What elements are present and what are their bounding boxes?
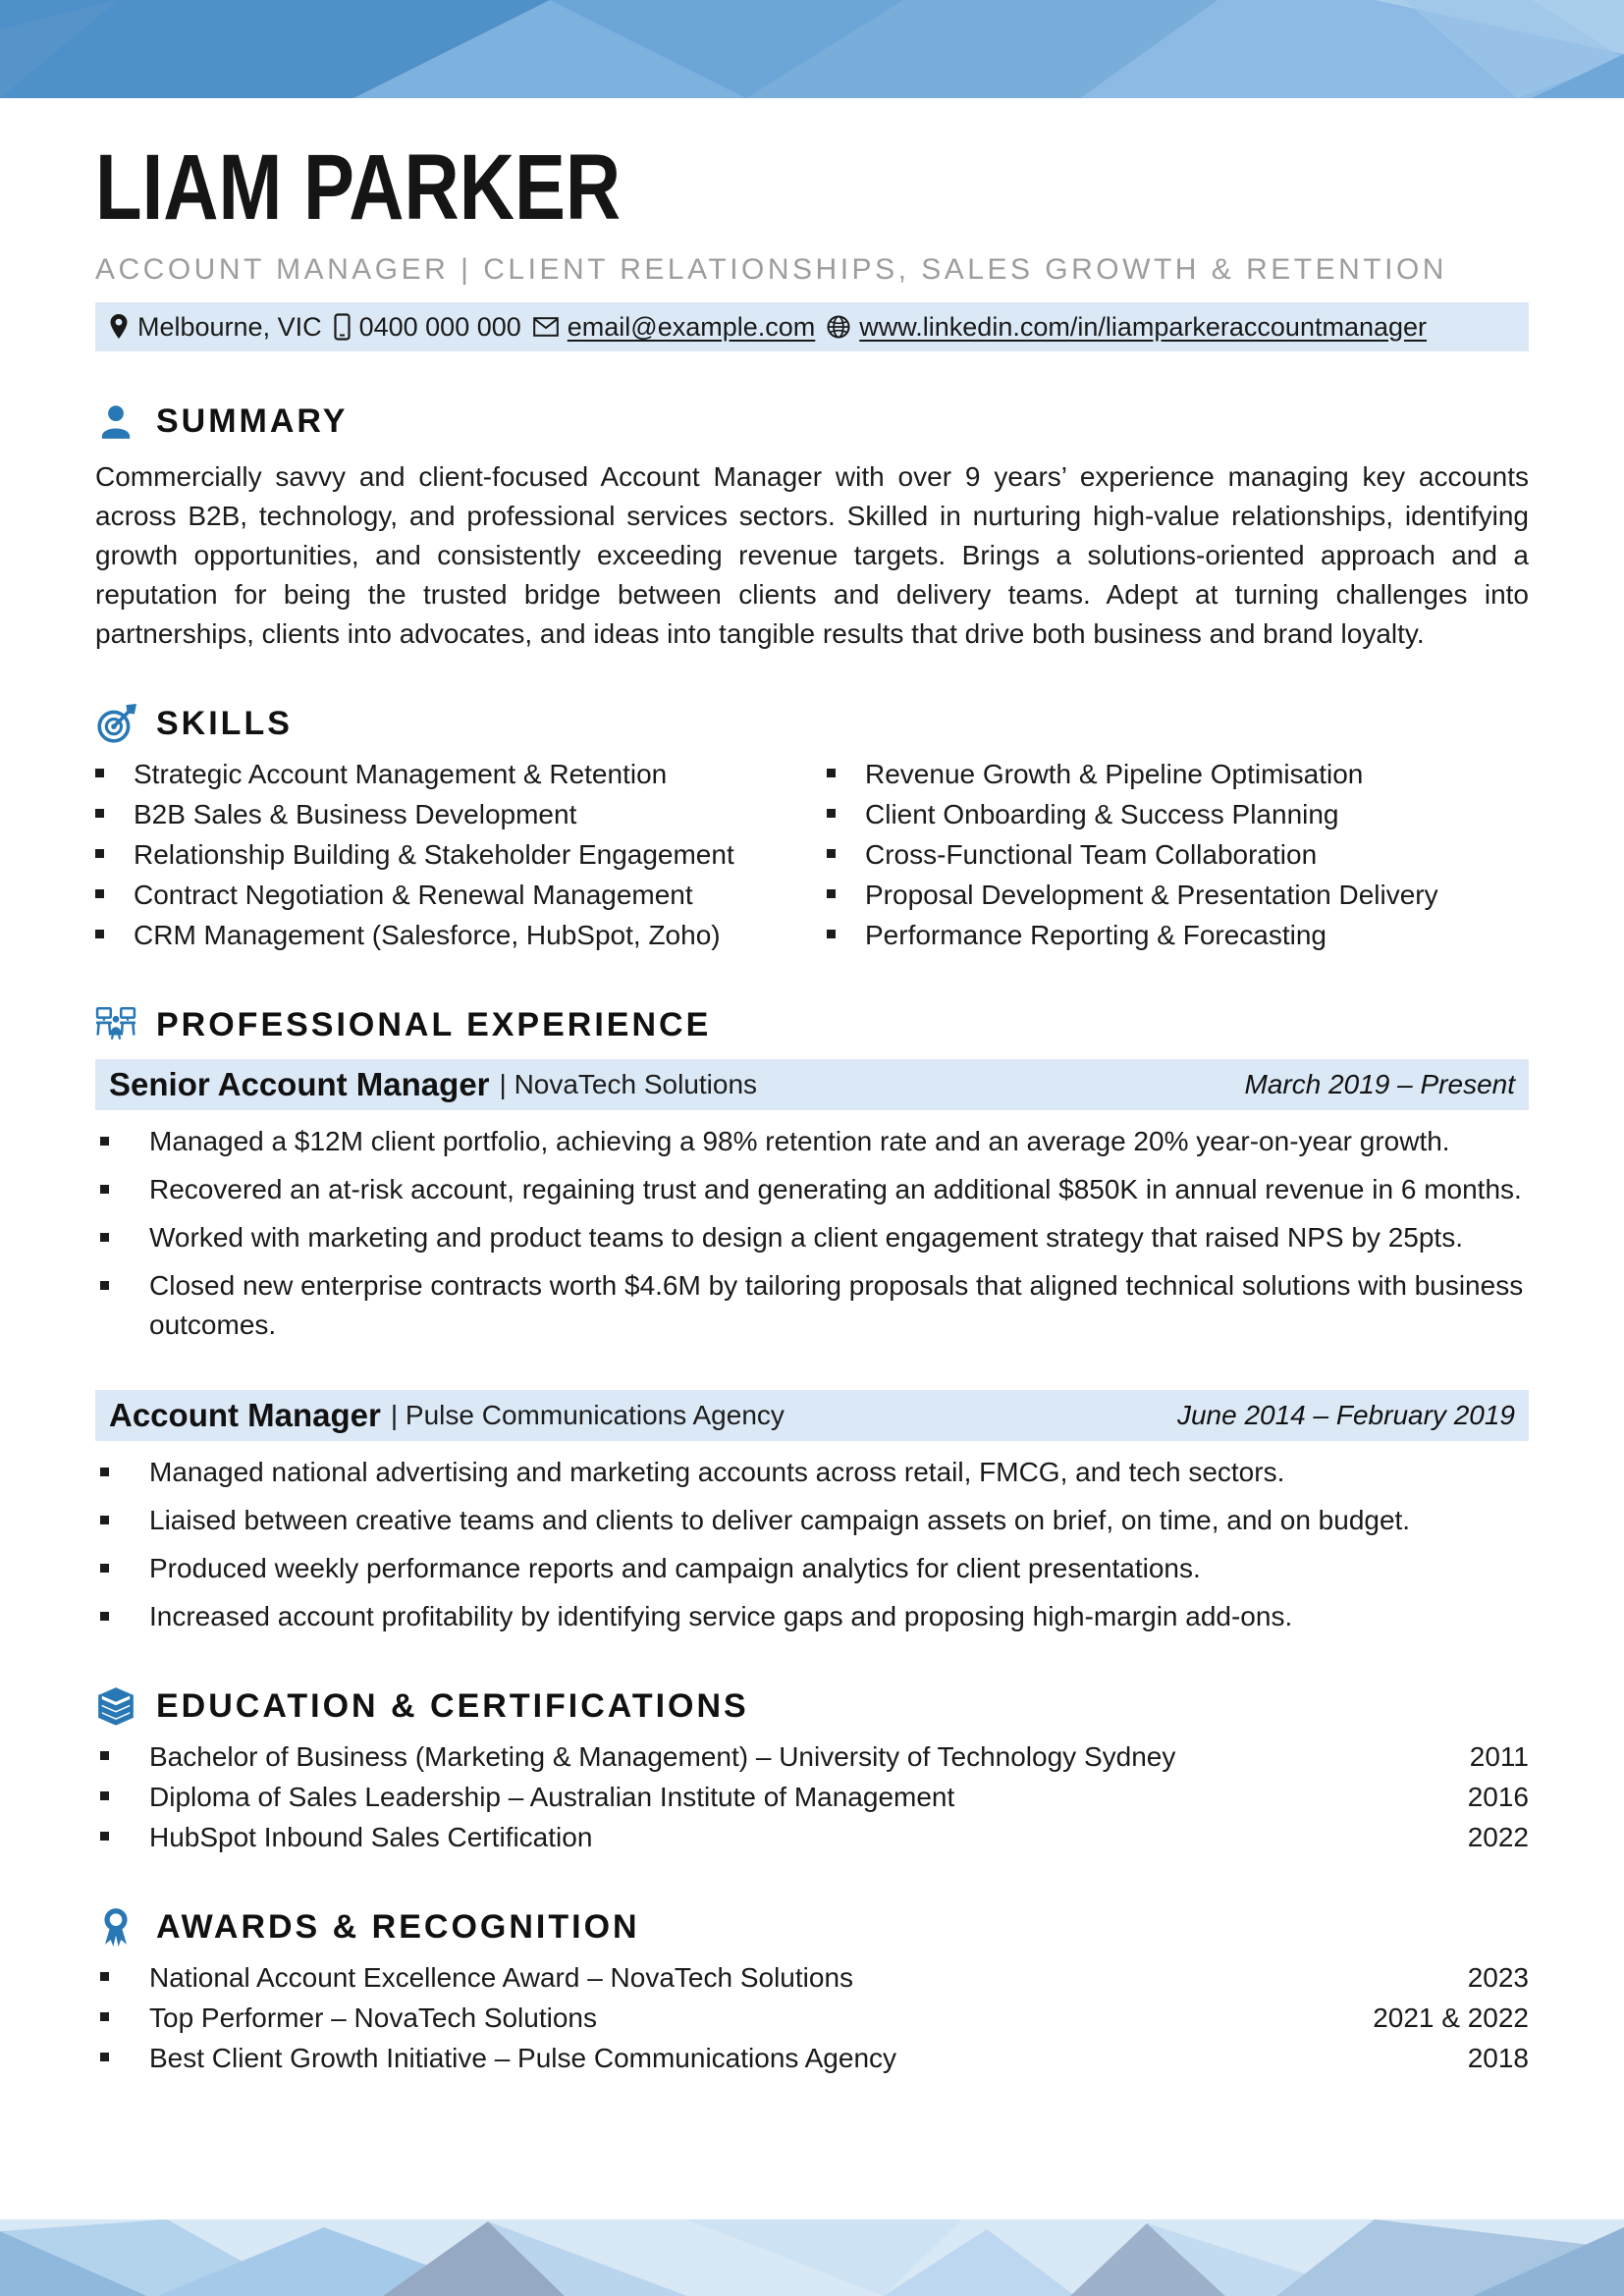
education-text: Bachelor of Business (Marketing & Management) – University of Technology Sydney: [149, 1741, 1176, 1772]
bullet-square-icon: [100, 1972, 109, 1981]
award-text: National Account Excellence Award – NovaTech Solutions: [149, 1962, 854, 1993]
bullet-square-icon: [100, 1281, 109, 1290]
skill-label: Proposal Development & Presentation Delivery: [865, 880, 1438, 910]
skill-item: [95, 915, 797, 955]
skill-item: [95, 754, 797, 794]
bullet-square-icon: [100, 1751, 109, 1760]
skill-label: Revenue Growth & Pipeline Optimisation: [865, 759, 1364, 789]
contact-email: [533, 312, 816, 343]
bullet-square-icon: [95, 930, 104, 938]
books-stack-icon: [95, 1685, 136, 1727]
bullet-square-icon: [95, 809, 104, 818]
skills-grid: [95, 754, 1529, 955]
job-bullet-list: [95, 1453, 1529, 1636]
awards-header: [95, 1906, 1529, 1948]
job-bullet: [95, 1266, 1529, 1345]
bullet-square-icon: [827, 889, 836, 898]
skills-column-left: [95, 754, 797, 955]
skills-header: [95, 703, 1529, 744]
job-account-manager: [95, 1390, 1529, 1636]
job-title-bar: [95, 1059, 1529, 1110]
job-bullet-text: Liaised between creative teams and clients to deliver campaign assets on brief, on time, and on budget.: [149, 1505, 1411, 1535]
mobile-phone-icon: [334, 313, 351, 341]
target-icon: [95, 703, 136, 744]
job-bullet-text: Produced weekly performance reports and campaign analytics for client presentations.: [149, 1553, 1201, 1583]
education-item: [95, 1736, 1529, 1777]
education-header: [95, 1685, 1529, 1727]
envelope-icon: [533, 317, 559, 337]
location-pin-icon: [109, 313, 129, 341]
top-banner-graphic: [0, 0, 1624, 98]
bullet-square-icon: [95, 849, 104, 858]
bottom-banner-graphic: [0, 2219, 1624, 2296]
skills-column-right: [827, 754, 1529, 955]
skill-item: [95, 794, 797, 834]
award-year: 2021 & 2022: [1373, 2002, 1529, 2033]
award-item: [95, 1957, 1529, 1998]
skill-item: [827, 875, 1529, 915]
education-text: HubSpot Inbound Sales Certification: [149, 1822, 593, 1852]
workstation-icon: [95, 1004, 136, 1045]
phone-text: 0400 000 000: [358, 311, 521, 342]
bullet-square-icon: [100, 1233, 109, 1242]
education-item: [95, 1817, 1529, 1857]
bullet-square-icon: [100, 1468, 109, 1476]
skill-label: Contract Negotiation & Renewal Management: [134, 880, 693, 910]
skill-item: [827, 754, 1529, 794]
education-text: Diploma of Sales Leadership – Australian Institute of Management: [149, 1782, 955, 1812]
experience-header: [95, 1004, 1529, 1045]
job-company: | Pulse Communications Agency: [390, 1400, 785, 1430]
contact-bar: [95, 302, 1529, 351]
skill-label: Performance Reporting & Forecasting: [865, 920, 1326, 950]
skill-label: Relationship Building & Stakeholder Engagement: [134, 839, 734, 870]
skill-label: CRM Management (Salesforce, HubSpot, Zoho): [134, 920, 721, 950]
bullet-square-icon: [100, 1612, 109, 1621]
experience-heading: PROFESSIONAL EXPERIENCE: [156, 1005, 712, 1043]
bullet-square-icon: [100, 1185, 109, 1194]
award-text: Top Performer – NovaTech Solutions: [149, 2002, 597, 2033]
summary-header: [95, 400, 1529, 442]
bullet-square-icon: [827, 930, 836, 938]
person-icon: [95, 400, 136, 442]
job-senior-account-manager: [95, 1059, 1529, 1345]
skill-item: [95, 834, 797, 875]
contact-location: [109, 312, 322, 343]
section-experience: [95, 1004, 1529, 1636]
award-year: 2018: [1467, 2043, 1529, 2073]
location-text: Melbourne, VIC: [137, 311, 322, 342]
job-bullet-text: Managed national advertising and marketing accounts across retail, FMCG, and tech sectors.: [149, 1457, 1285, 1487]
award-text: Best Client Growth Initiative – Pulse Communications Agency: [149, 2043, 897, 2073]
section-education: [95, 1685, 1529, 1857]
job-bullet: [95, 1122, 1529, 1161]
job-dates: March 2019 – Present: [1244, 1069, 1515, 1099]
education-heading: EDUCATION & CERTIFICATIONS: [156, 1686, 749, 1725]
bullet-square-icon: [100, 1791, 109, 1800]
education-year: 2016: [1467, 1782, 1529, 1812]
summary-heading: SUMMARY: [156, 401, 349, 440]
job-bullet: [95, 1170, 1529, 1209]
globe-icon: [827, 315, 850, 339]
bullet-square-icon: [827, 849, 836, 858]
bullet-square-icon: [100, 1832, 109, 1841]
bullet-square-icon: [100, 1516, 109, 1524]
job-bullet-text: Recovered an at-risk account, regaining trust and generating an additional $850K in annual revenue in 6 months.: [149, 1174, 1522, 1204]
contact-linkedin: [827, 312, 1427, 343]
skill-label: Cross-Functional Team Collaboration: [865, 839, 1318, 870]
bullet-square-icon: [827, 769, 836, 777]
job-title: Senior Account Manager: [109, 1066, 490, 1102]
skill-label: B2B Sales & Business Development: [134, 799, 577, 829]
skill-item: [827, 794, 1529, 834]
bullet-square-icon: [95, 889, 104, 898]
job-bullet-text: Managed a $12M client portfolio, achieving a 98% retention rate and an average 20% year-on-year growth.: [149, 1126, 1450, 1156]
section-awards: [95, 1906, 1529, 2078]
skill-label: Client Onboarding & Success Planning: [865, 799, 1339, 829]
job-title: Account Manager: [109, 1397, 381, 1433]
skill-item: [95, 875, 797, 915]
award-ribbon-icon: [95, 1906, 136, 1948]
education-list: [95, 1736, 1529, 1857]
job-bullet-list: [95, 1122, 1529, 1345]
job-bullet-text: Closed new enterprise contracts worth $4.6M by tailoring proposals that aligned technical solutions with business outcomes.: [149, 1270, 1524, 1340]
section-summary: [95, 400, 1529, 654]
professional-headline: ACCOUNT MANAGER | CLIENT RELATIONSHIPS, SALES GROWTH & RETENTION: [95, 253, 1447, 286]
bullet-square-icon: [827, 809, 836, 818]
section-skills: [95, 703, 1529, 955]
job-bullet: [95, 1453, 1529, 1492]
contact-phone: [334, 312, 521, 343]
job-bullet: [95, 1597, 1529, 1636]
summary-paragraph: Commercially savvy and client-focused Account Manager with over 9 years’ experience managing key accounts across B2B, technology, and professional services sectors. Skilled in nurturing high-value relationships, identifying growth opportunities, and consistently exceeding revenue targets. Brings a solutions-oriented approach and a reputation for being the trusted bridge between clients and delivery teams. Adept at turning challenges into partnerships, clients into advocates, and ideas into tangible results that drive both business and brand loyalty.: [95, 461, 1529, 649]
education-year: 2011: [1469, 1741, 1529, 1772]
bullet-square-icon: [95, 769, 104, 777]
bullet-square-icon: [100, 2012, 109, 2021]
bullet-square-icon: [100, 2053, 109, 2061]
education-item: [95, 1777, 1529, 1817]
job-bullet-text: Increased account profitability by identifying service gaps and proposing high-margin add-ons.: [149, 1601, 1293, 1631]
person-name: LIAM PARKER: [95, 135, 622, 240]
skill-label: Strategic Account Management & Retention: [134, 759, 668, 789]
job-bullet: [95, 1501, 1529, 1540]
job-company: | NovaTech Solutions: [499, 1069, 758, 1099]
job-title-bar: [95, 1390, 1529, 1441]
skill-item: [827, 915, 1529, 955]
page-content: [0, 137, 1624, 2078]
skill-item: [827, 834, 1529, 875]
job-bullet-text: Worked with marketing and product teams to design a client engagement strategy that raised NPS by 25pts.: [149, 1222, 1463, 1253]
linkedin-link[interactable]: www.linkedin.com/in/liamparkeraccountmanager: [859, 311, 1428, 342]
award-item: [95, 1998, 1529, 2038]
education-year: 2022: [1467, 1822, 1529, 1852]
bullet-square-icon: [100, 1564, 109, 1573]
award-year: 2023: [1467, 1962, 1529, 1993]
job-bullet: [95, 1549, 1529, 1588]
email-link[interactable]: email@example.com: [567, 311, 816, 342]
awards-list: [95, 1957, 1529, 2078]
skills-heading: SKILLS: [156, 704, 293, 742]
award-item: [95, 2038, 1529, 2078]
job-bullet: [95, 1218, 1529, 1257]
awards-heading: AWARDS & RECOGNITION: [156, 1907, 640, 1946]
job-dates: June 2014 – February 2019: [1176, 1400, 1515, 1430]
bullet-square-icon: [100, 1137, 109, 1146]
